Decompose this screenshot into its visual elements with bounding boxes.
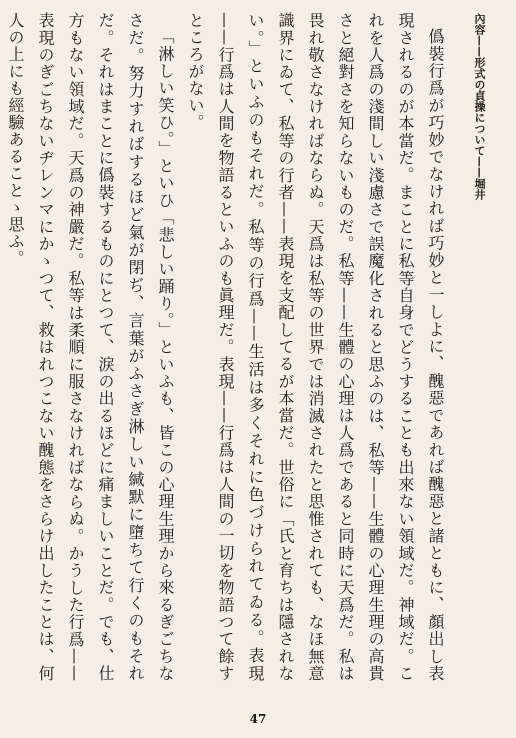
page-number: 47 (249, 712, 267, 726)
body-text (6, 12, 450, 683)
running-header: 內容——形式の貞操について——堀井 (473, 13, 486, 200)
paragraph-1: 僞裝行爲が巧妙でなければ巧妙と一しよに、醜惡であれば醜惡と諸ともに、顏出し表現されるのが本當だ。まことに私等自身でどうすることも出來ない領域だ。神域だ。これを人爲の淺間しい淺慮さで誤魔化されると思ふのは、私等——生體の心理生理の高貴さと絕對さを知らないものだ。私等——生體の心理は人爲であると同時に天爲だ。私は畏れ敬さなければならぬ。天爲は私等の世界では消滅されたと思惟されても、なほ無意識界にゐて、私等の行者——表現を支配してるが本當だ。世俗に「氏と育ちは隱されない。」といふのもそれだ。私等の行爲——生活は多くそれに色づけられてゐる。表現——行爲は人間を物語るといふのも眞理だ。表現——行爲は人間の一切を物語つて餘すところがない。 (186, 12, 445, 683)
paragraph-2: 「淋しい笑ひ。」といひ「悲しい踊り。」といふも、皆この心理生理から來るぎごちなさだ。努力すればするほど氣が閉ぢ、言葉がふさぎ淋しい緘默に墮ちて行くのもそれだ。それはまことに僞裝するものにとつて、淚の出るほどに痛ましいことだ。でも、仕方もない領域だ。天爲の神嚴だ。私等は柔順に服さなければならぬ。かうした行爲——表現のぎごちないヂレンマにかゝつて、救はれつこない醜態をさらけ出したことは、何人の上にも經驗あることゝ思ふ。 (6, 12, 175, 682)
